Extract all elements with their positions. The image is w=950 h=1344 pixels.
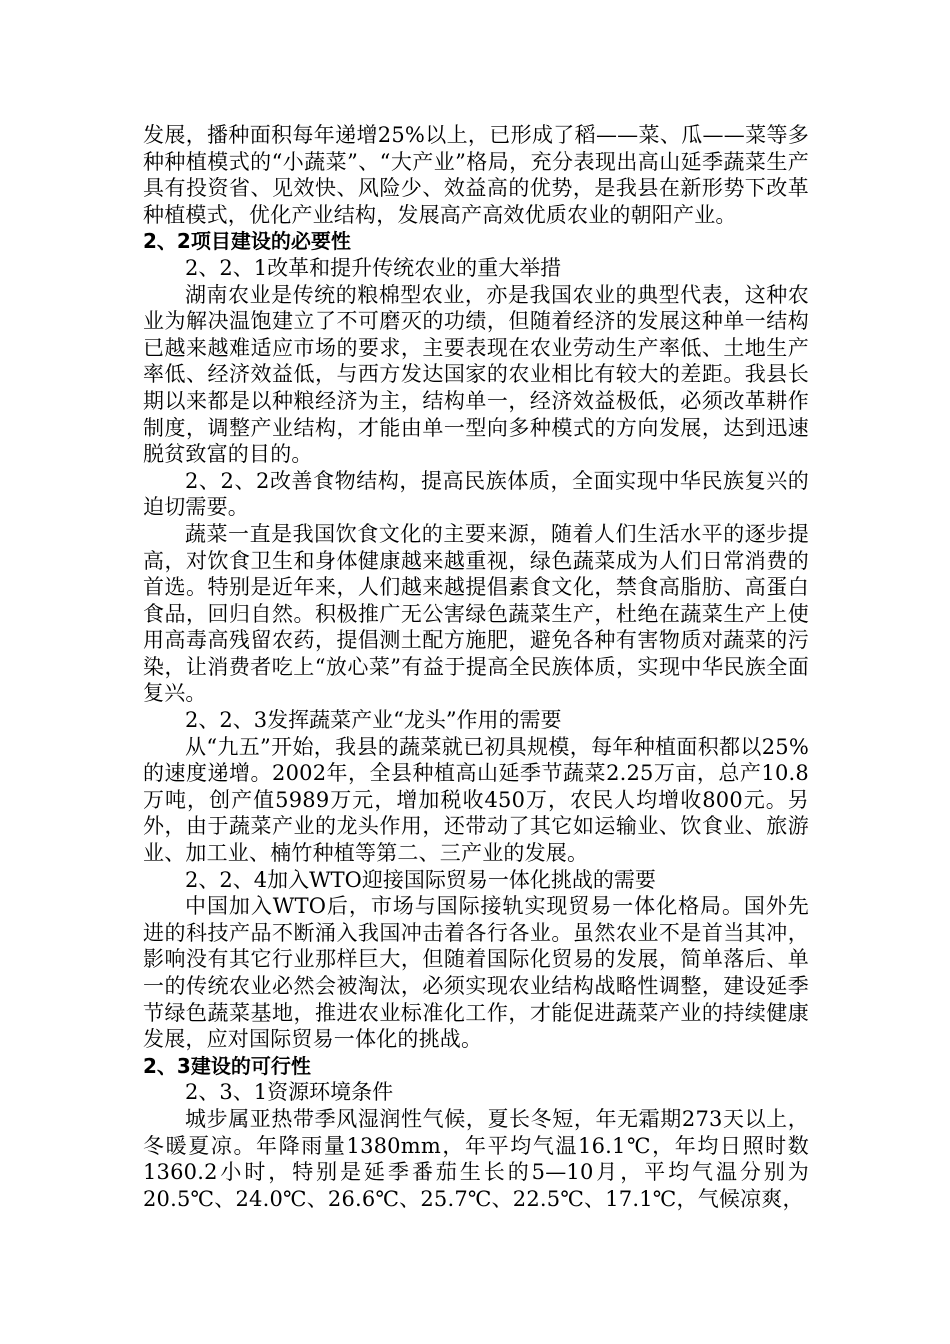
subheading-2-2-2: 2、2、2改善食物结构，提高民族体质，全面实现中华民族复兴的迫切需要。 (143, 468, 809, 520)
paragraph-2-3-1: 城步属亚热带季风湿润性气候，夏长冬短，年无霜期273天以上，冬暖夏凉。年降雨量1380mm，年平均气温16.1℃，年均日照时数1360.2小时，特别是延季番茄生长的5—10月，平均气温分别为20.5℃、24.0℃、26.6℃、25.7℃、22.5℃、17.1℃，气候凉爽， (143, 1106, 809, 1211)
document-page (143, 122, 809, 1212)
heading-2-3-feasibility: 2、3建设的可行性 (143, 1053, 311, 1078)
subheading-2-2-1: 2、2、1改革和提升传统农业的重大举措 (185, 255, 562, 280)
paragraph-2-2-4: 中国加入WTO后，市场与国际接轨实现贸易一体化格局。国外先进的科技产品不断涌入我国冲击着各行各业。虽然农业不是首当其冲，影响没有其它行业那样巨大，但随着国际化贸易的发展，简单落后、单一的传统农业必然会被淘汰，必须实现农业结构战略性调整，建设延季节绿色蔬菜基地，推进农业标准化工作，才能促进蔬菜产业的持续健康发展，应对国际贸易一体化的挑战。 (143, 894, 809, 1052)
subheading-2-2-4: 2、2、4加入WTO迎接国际贸易一体化挑战的需要 (185, 867, 656, 892)
paragraph-2-2-3: 从“九五”开始，我县的蔬菜就已初具规模，每年种植面积都以25%的速度递增。2002年，全县种植高山延季节蔬菜2.25万亩，总产10.8万吨，创产值5989万元，增加税收450万，农民人均增收800元。另外，由于蔬菜产业的龙头作用，还带动了其它如运输业、饮食业、旅游业、加工业、楠竹种植等第二、三产业的发展。 (143, 734, 809, 866)
paragraph-2-2-2: 蔬菜一直是我国饮食文化的主要来源，随着人们生活水平的逐步提高，对饮食卫生和身体健康越来越重视，绿色蔬菜成为人们日常消费的首选。特别是近年来，人们越来越提倡素食文化，禁食高脂肪、高蛋白食品，回归自然。积极推广无公害绿色蔬菜生产，杜绝在蔬菜生产上使用高毒高残留农药，提倡测土配方施肥，避免各种有害物质对蔬菜的污染，让消费者吃上“放心菜”有益于提高全民族体质，实现中华民族全面复兴。 (143, 521, 809, 706)
subheading-2-3-1: 2、3、1资源环境条件 (185, 1080, 394, 1105)
paragraph-intro: 发展，播种面积每年递增25%以上，已形成了稻——菜、瓜——菜等多种种植模式的“小蔬菜”、“大产业”格局，充分表现出高山延季蔬菜生产具有投资省、见效快、风险少、效益高的优势，是我县在新形势下改革种植模式，优化产业结构，发展高产高效优质农业的朝阳产业。 (143, 123, 809, 227)
heading-2-2-necessity: 2、2项目建设的必要性 (143, 229, 351, 254)
paragraph-2-2-1: 湖南农业是传统的粮棉型农业，亦是我国农业的典型代表，这种农业为解决温饱建立了不可磨灭的功绩，但随着经济的发展这种单一结构已越来越难适应市场的要求，主要表现在农业劳动生产率低、土地生产率低、经济效益低，与西方发达国家的农业相比有较大的差距。我县长期以来都是以种粮经济为主，结构单一，经济效益极低，必须改革耕作制度，调整产业结构，才能由单一型向多种模式的方向发展，达到迅速脱贫致富的目的。 (143, 282, 809, 467)
subheading-2-2-3: 2、2、3发挥蔬菜产业“龙头”作用的需要 (185, 708, 562, 733)
